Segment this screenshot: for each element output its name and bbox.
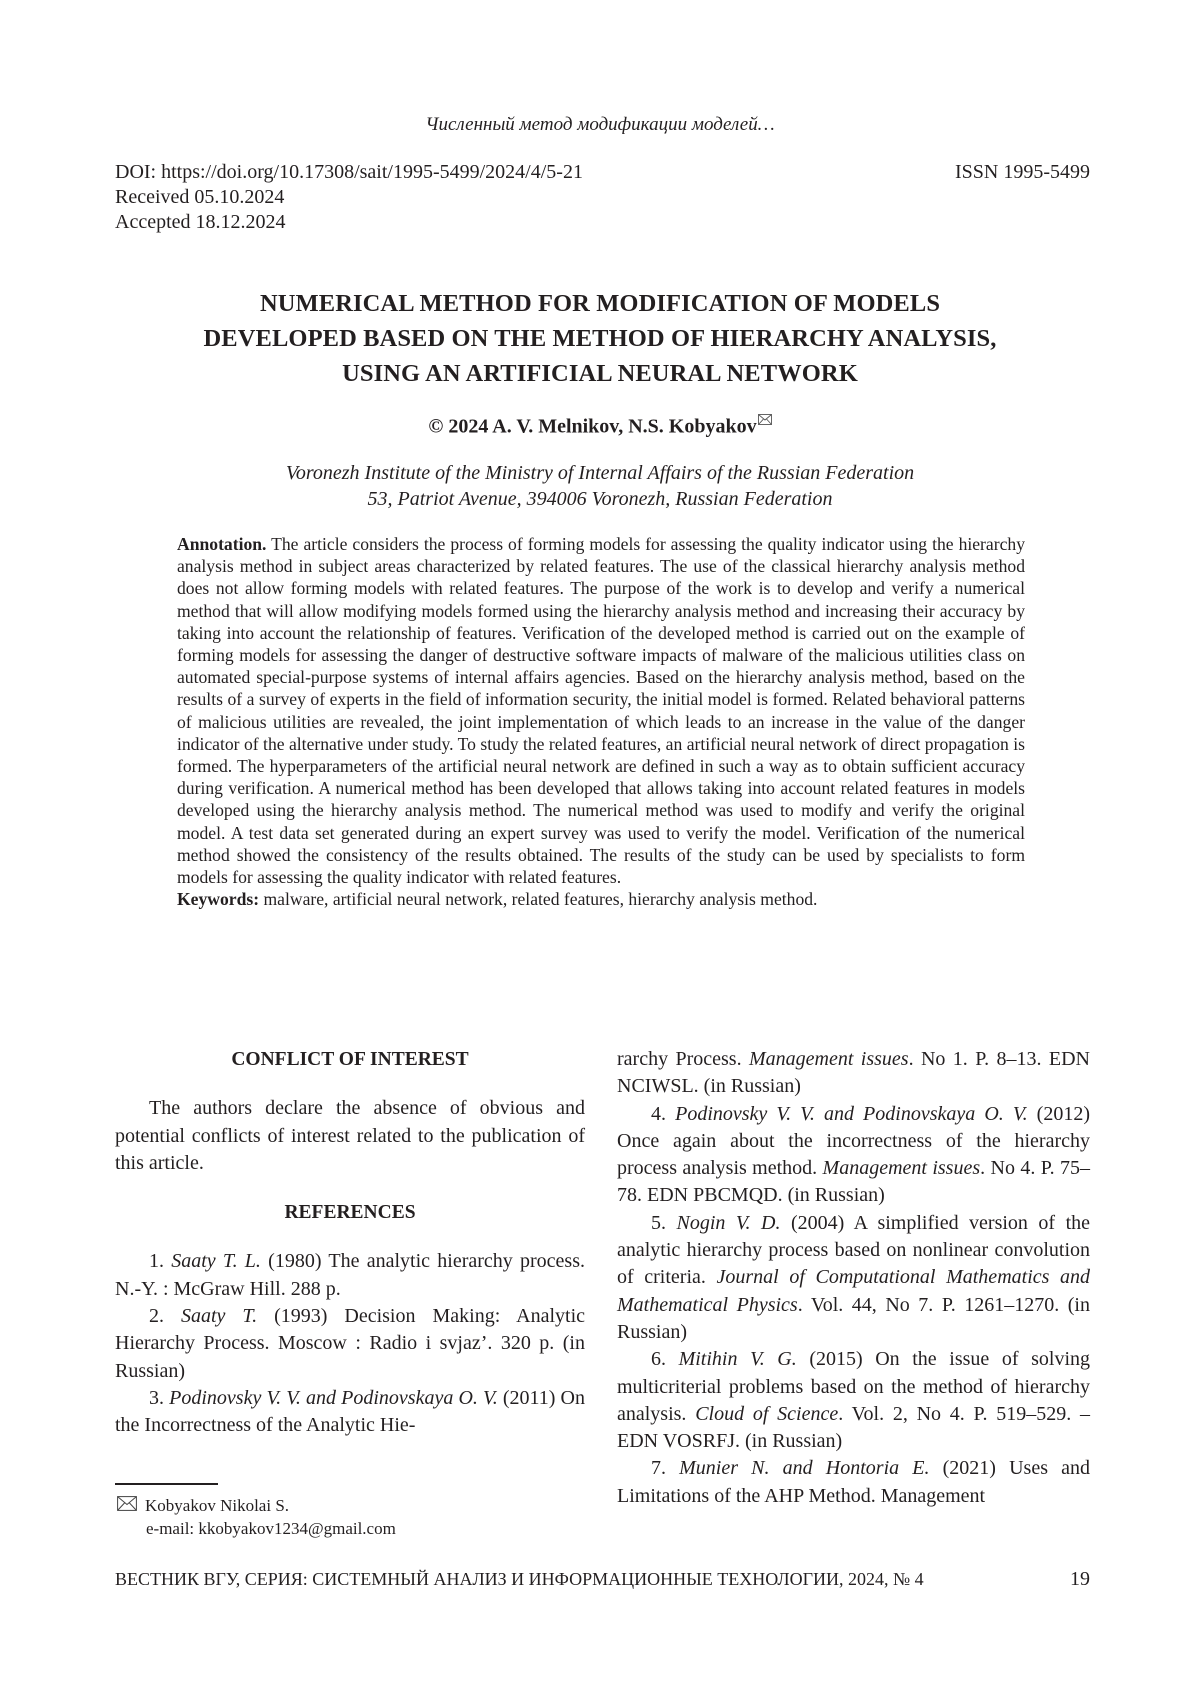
ref-text: (2021) Uses and Limitations of the AHP Method. Management (617, 1457, 1090, 1507)
ref-text: (2015) On the issue of solving multicriterial problems based on the method of hierarchy analysis. (617, 1348, 1090, 1425)
ref-text: (1980) The analytic hierarchy process. N.-Y. : McGraw Hill. 288 p. (115, 1250, 585, 1300)
page-footer (115, 1568, 1090, 1591)
ref-number: 4. (651, 1102, 676, 1125)
authors: © 2024 A. V. Melnikov, N.S. Kobyakov (428, 415, 757, 438)
doi-link[interactable]: DOI: https://doi.org/10.17308/sait/1995-5499/2024/4/5-21 (115, 161, 583, 183)
issn: ISSN 1995-5499 (954, 161, 1090, 183)
affiliation-address: 53, Patriot Avenue, 394006 Voronezh, Russian Federation (367, 488, 833, 510)
title-line: USING AN ARTIFICIAL NEURAL NETWORK (342, 360, 858, 387)
ref-journal: Management issues (748, 1048, 909, 1070)
envelope-icon (758, 408, 772, 431)
ref-number: 3. (149, 1386, 170, 1409)
ref-authors: Saaty T. (181, 1305, 258, 1328)
reference-item (617, 1346, 1090, 1455)
title-line: DEVELOPED BASED ON THE METHOD OF HIERARCHY ANALYSIS, (203, 325, 997, 352)
ref-text: . Vol. 2, No 4. P. 519–529. – EDN VOSRFJ. (in Russian) (617, 1402, 1090, 1453)
reference-item (115, 1385, 585, 1440)
ref-text: . No 4. P. 75–78. EDN PBCMQD. (in Russian) (617, 1157, 1090, 1207)
ref-text: (1993) Decision Making: Analytic Hierarchy Process. Moscow : Radio i svjaz’. 320 p. (in Russian) (115, 1305, 586, 1382)
reference-item (115, 1248, 585, 1303)
conflict-heading: CONFLICT OF INTEREST (231, 1049, 469, 1070)
ref-number: 2. (149, 1305, 181, 1328)
running-head: Численный метод модификации моделей… (425, 114, 775, 135)
ref-text: . Vol. 44, No 7. P. 1261–1270. (in Russian) (617, 1293, 1090, 1343)
journal-name: ВЕСТНИК ВГУ, СЕРИЯ: СИСТЕМНЫЙ АНАЛИЗ И ИНФОРМАЦИОННЫЕ ТЕХНОЛОГИИ, 2024, № 4 (115, 1569, 924, 1589)
abstract (177, 533, 1025, 910)
ref-text: (2011) On the Incorrectness of the Analytic Hie- (115, 1386, 585, 1437)
page-number: 19 (1070, 1568, 1090, 1590)
ref-number: 6. (651, 1348, 679, 1371)
affiliation (0, 460, 1200, 512)
keywords-text: malware, artificial neural network, related features, hierarchy analysis method. (259, 889, 818, 910)
footnote-divider (115, 1483, 218, 1485)
author-line (0, 408, 1200, 439)
ref-authors: Podinovsky V. V. and Podinovskaya O. V. (675, 1102, 1028, 1125)
accepted-date: Accepted 18.12.2024 (115, 211, 286, 233)
reference-item (115, 1303, 585, 1385)
reference-item (617, 1210, 1090, 1346)
ref-authors: Munier N. and Hontoria E. (679, 1457, 930, 1480)
article-title (150, 286, 1050, 391)
keywords-label: Keywords: (177, 889, 260, 910)
received-date: Received 05.10.2024 (115, 186, 285, 208)
ref-text: . No 1. P. 8–13. EDN NCIWSL. (in Russian) (617, 1048, 1090, 1098)
ref-number: 5. (651, 1211, 677, 1234)
affiliation-institute: Voronezh Institute of the Ministry of Internal Affairs of the Russian Federation (285, 462, 915, 484)
ref-text: (2004) A simplified version of the analytic hierarchy process based on nonlinear convolution of criteria. (617, 1211, 1091, 1289)
reference-item (617, 1101, 1090, 1210)
ref-journal: Cloud of Science (695, 1402, 839, 1425)
title-line: NUMERICAL METHOD FOR MODIFICATION OF MODELS (259, 290, 941, 317)
corresponding-author-email[interactable]: e-mail: kkobyakov1234@gmail.com (146, 1519, 396, 1538)
ref-journal: Journal of Computational Mathematics and Mathematical Physics (617, 1266, 1091, 1316)
ref-text: rarchy Process. (617, 1048, 749, 1070)
left-column (115, 1046, 585, 1440)
references-heading: REFERENCES (284, 1202, 416, 1224)
right-column (617, 1046, 1090, 1510)
ref-journal: Management issues (822, 1157, 981, 1180)
ref-authors: Nogin V. D. (676, 1211, 781, 1234)
footnote (117, 1494, 396, 1540)
abstract-text: The article considers the process of forming models for assessing the quality indicator using the hierarchy analysis method in subject areas characterized by related features. The use of the classical hierarchy analysis method does not allow forming models with related features. The purpose of the work is to develop and verify a numerical method that will allow modifying models formed using the hierarchy analysis method and increasing their accuracy by taking into account the relationship of features. Verification of the developed method is carried out on the example of forming models for assessing the danger of destructive software impacts of malware of the malicious utilities class on automated special-purpose systems of internal affairs agencies. Based on the hierarchy analysis method, based on the results of a survey of experts in the field of information security, the initial model is formed. Related behavioral patterns of malicious utilities are revealed, the joint implementation of which leads to an increase in the value of the danger indicator of the alternative under study. To study the related features, an artificial neural network of direct propagation is formed. The hyperparameters of the artificial neural network are defined in such a way as to obtain sufficient accuracy during verification. A numerical method has been developed that allows taking into account related features in models developed using the hierarchy analysis method. The numerical method was used to modify and verify the original model. A test data set generated during an expert survey was used to verify the model. Verification of the numerical method showed the consistency of the results obtained. The results of the study can be used by specialists to form models for assessing the quality indicator with related features. (177, 534, 1025, 888)
envelope-icon (117, 1494, 137, 1517)
reference-item (617, 1455, 1090, 1510)
reference-item-continued (617, 1046, 1090, 1101)
conflict-text: The authors declare the absence of obvious and potential conflicts of interest related to the publication of this article. (115, 1097, 585, 1174)
ref-number: 1. (149, 1250, 172, 1273)
ref-text: (2012) Once again about the incorrectness of the hierarchy process analysis method. (617, 1102, 1090, 1180)
abstract-label: Annotation. (177, 534, 267, 554)
corresponding-author-name: Kobyakov Nikolai S. (145, 1496, 290, 1515)
ref-authors: Saaty T. L. (171, 1250, 261, 1273)
ref-authors: Podinovsky V. V. and Podinovskaya O. V. (169, 1386, 498, 1409)
ref-number: 7. (651, 1457, 680, 1480)
article-meta (115, 160, 1090, 235)
ref-authors: Mitihin V. G. (678, 1348, 797, 1371)
